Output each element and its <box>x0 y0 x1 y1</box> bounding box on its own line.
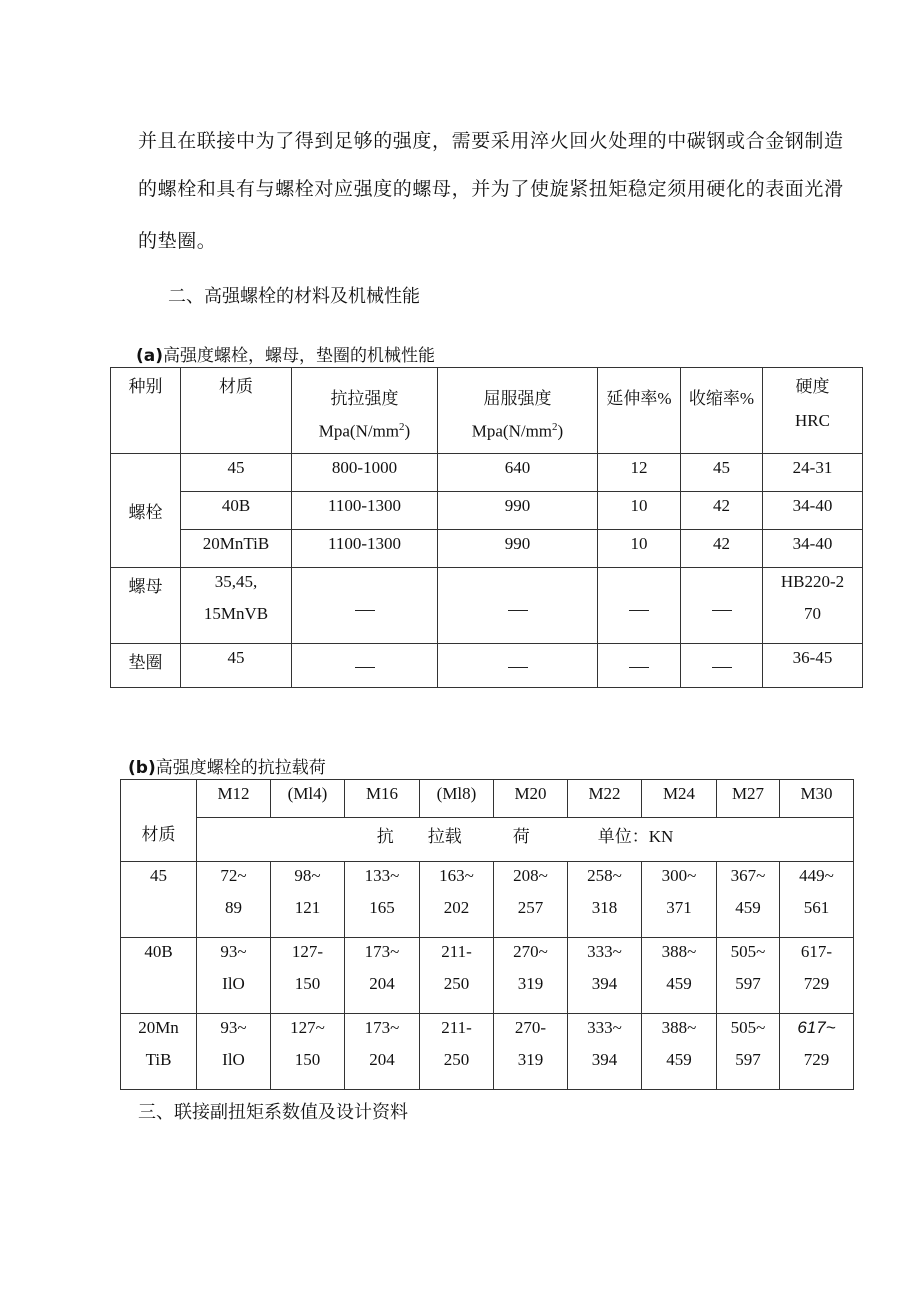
load-cell: 505~ 597 <box>717 938 780 1014</box>
load-cell: 93~ IlO <box>197 938 271 1014</box>
bolt-row-2-hardness: 34-40 <box>763 492 863 530</box>
bolt-label: 螺栓 <box>111 454 181 568</box>
load-cell: 505~ 597 <box>717 1014 780 1090</box>
material-header: 材质 <box>121 780 197 862</box>
load-cell: 449~ 561 <box>780 862 854 938</box>
nut-tensile-dash <box>292 568 438 644</box>
table-row <box>121 938 854 1014</box>
table-row <box>121 1014 854 1090</box>
dash-mark <box>508 667 528 668</box>
bolt-row-2-material: 40B <box>181 492 292 530</box>
section-3-title: 三、联接副扭矩系数值及设计资料 <box>138 1102 408 1123</box>
table-a-caption-text: 高强度螺栓，螺母，垫圈的机械性能 <box>163 346 436 366</box>
load-cell: 617- 729 <box>780 938 854 1014</box>
nut-shrinkage-dash <box>681 568 763 644</box>
load-cell: 258~ 318 <box>568 862 642 938</box>
table-b-caption-prefix: (b) <box>128 758 156 778</box>
bolt-row-2-yield: 990 <box>438 492 598 530</box>
bolt-row-1-elongation: 12 <box>598 454 681 492</box>
washer-elongation-dash <box>598 644 681 688</box>
header-shrinkage: 收缩率% <box>681 368 763 454</box>
header-type: 种别 <box>111 368 181 454</box>
load-cell: 211- 250 <box>420 1014 494 1090</box>
table-b-caption-text: 高强度螺栓的抗拉载荷 <box>155 758 326 778</box>
intro-line-3: 的垫圈。 <box>138 230 217 252</box>
bolt-row-2-elongation: 10 <box>598 492 681 530</box>
washer-tensile-dash <box>292 644 438 688</box>
bolt-row-3-material: 20MnTiB <box>181 530 292 568</box>
dash-mark <box>712 667 732 668</box>
load-unit-label: 抗 拉载 荷 单位：KN <box>197 818 854 862</box>
header-material: 材质 <box>181 368 292 454</box>
bolt-row-1-shrinkage: 45 <box>681 454 763 492</box>
section-2-title: 二、高强螺栓的材料及机械性能 <box>168 286 420 307</box>
dash-mark <box>355 667 375 668</box>
material-20mntib: 20Mn TiB <box>121 1014 197 1090</box>
mechanical-properties-table <box>110 367 863 688</box>
washer-shrinkage-dash <box>681 644 763 688</box>
bolt-row-1-hardness: 24-31 <box>763 454 863 492</box>
load-cell: 333~ 394 <box>568 938 642 1014</box>
load-cell: 388~ 459 <box>642 938 717 1014</box>
size-m22: M22 <box>568 780 642 818</box>
dash-mark <box>355 610 375 611</box>
load-cell: 270~ 319 <box>494 938 568 1014</box>
size-m14: (Ml4) <box>271 780 345 818</box>
dash-mark <box>629 610 649 611</box>
load-cell: 211- 250 <box>420 938 494 1014</box>
size-m30: M30 <box>780 780 854 818</box>
load-cell: 173~ 204 <box>345 1014 420 1090</box>
header-elongation: 延伸率% <box>598 368 681 454</box>
size-m27: M27 <box>717 780 780 818</box>
nut-yield-dash <box>438 568 598 644</box>
bolt-row-1-tensile: 800-1000 <box>292 454 438 492</box>
bolt-row-3-hardness: 34-40 <box>763 530 863 568</box>
material-45: 45 <box>121 862 197 938</box>
dash-mark <box>508 610 528 611</box>
intro-paragraph-cont <box>138 163 878 267</box>
nut-elongation-dash <box>598 568 681 644</box>
load-cell: 133~ 165 <box>345 862 420 938</box>
size-m24: M24 <box>642 780 717 818</box>
load-cell: 300~ 371 <box>642 862 717 938</box>
load-cell: 173~ 204 <box>345 938 420 1014</box>
header-hardness: 硬度 HRC <box>763 368 863 454</box>
load-cell: 208~ 257 <box>494 862 568 938</box>
load-cell: 93~ IlO <box>197 1014 271 1090</box>
material-40b: 40B <box>121 938 197 1014</box>
nut-material: 35,45, 15MnVB <box>181 568 292 644</box>
load-cell: 72~ 89 <box>197 862 271 938</box>
header-yield: 屈服强度 $Mpa(N/mm^2)$ <box>438 368 598 454</box>
washer-yield-dash <box>438 644 598 688</box>
bolt-row-2-tensile: 1100-1300 <box>292 492 438 530</box>
size-m20: M20 <box>494 780 568 818</box>
size-m12: M12 <box>197 780 271 818</box>
washer-material: 45 <box>181 644 292 688</box>
dash-mark <box>712 610 732 611</box>
bolt-row-3-tensile: 1100-1300 <box>292 530 438 568</box>
load-cell: 163~ 202 <box>420 862 494 938</box>
bolt-row-3-yield: 990 <box>438 530 598 568</box>
nut-label: 螺母 <box>111 568 181 644</box>
load-cell: 98~ 121 <box>271 862 345 938</box>
load-cell: 270- 319 <box>494 1014 568 1090</box>
load-cell: 388~ 459 <box>642 1014 717 1090</box>
bolt-row-1-yield: 640 <box>438 454 598 492</box>
table-b-caption <box>128 753 326 778</box>
intro-line-1: 并且在联接中为了得到足够的强度，需要采用淬火回火处理的中碳钢或合金钢制造 <box>138 130 844 152</box>
load-cell: 333~ 394 <box>568 1014 642 1090</box>
bolt-row-3-shrinkage: 42 <box>681 530 763 568</box>
intro-line-2: 的螺栓和具有与螺栓对应强度的螺母，并为了使旋紧扭矩稳定须用硬化的表面光滑 <box>138 178 844 200</box>
nut-hardness: HB220-2 70 <box>763 568 863 644</box>
load-cell: 127~ 150 <box>271 1014 345 1090</box>
washer-hardness: 36-45 <box>763 644 863 688</box>
load-cell: 367~ 459 <box>717 862 780 938</box>
size-m18: (Ml8) <box>420 780 494 818</box>
bolt-row-2-shrinkage: 42 <box>681 492 763 530</box>
size-m16: M16 <box>345 780 420 818</box>
load-cell: 127- 150 <box>271 938 345 1014</box>
tensile-load-table <box>120 779 854 1090</box>
washer-label: 垫圈 <box>111 644 181 688</box>
table-row <box>121 862 854 938</box>
table-a-caption-prefix: (a) <box>136 346 164 366</box>
table-a-caption <box>136 341 435 366</box>
dash-mark <box>629 667 649 668</box>
header-tensile: 抗拉强度 $Mpa(N/mm^2)$ <box>292 368 438 454</box>
intro-paragraph <box>138 115 878 167</box>
load-cell: 617~ 729 <box>780 1014 854 1090</box>
bolt-row-3-elongation: 10 <box>598 530 681 568</box>
bolt-row-1-material: 45 <box>181 454 292 492</box>
